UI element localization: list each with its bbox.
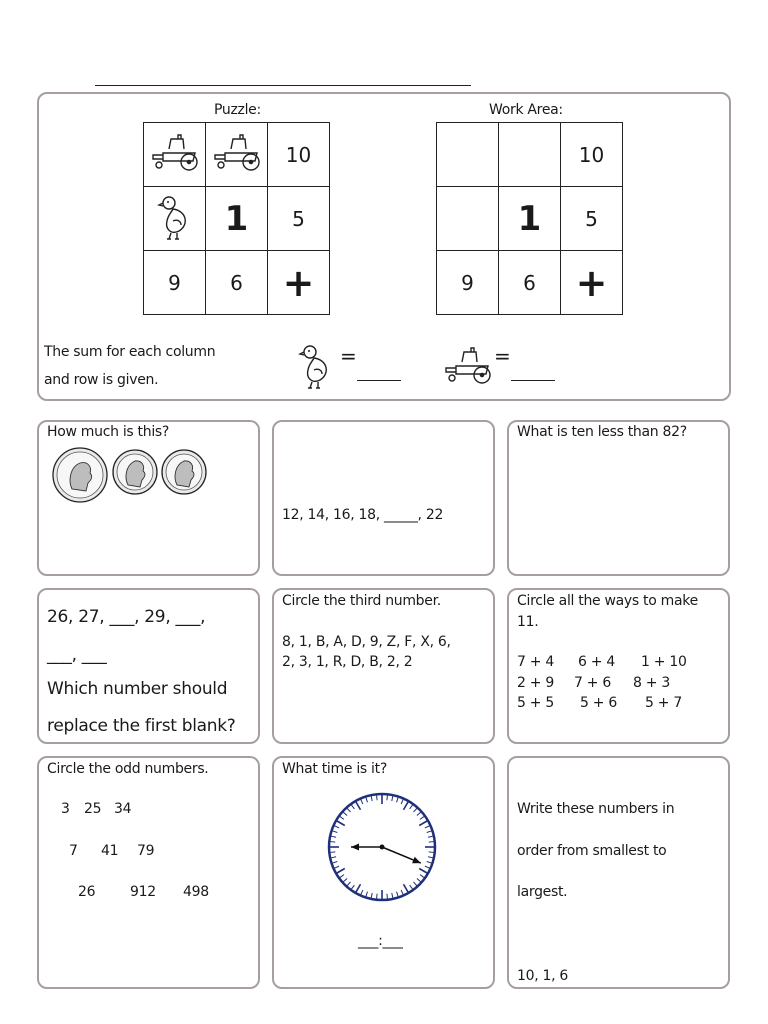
card-title: What is ten less than 82? xyxy=(517,424,687,440)
card-title: Circle the third number. xyxy=(282,593,441,609)
clock-tick xyxy=(387,894,388,899)
coins-image xyxy=(50,447,212,507)
order-line2: order from smallest to xyxy=(517,843,667,859)
puzzle-grid xyxy=(143,122,330,315)
grid-cell: 1 xyxy=(206,187,268,251)
clock-tick xyxy=(429,852,434,853)
card-title: Circle the odd numbers. xyxy=(47,761,209,777)
grid-cell[interactable] xyxy=(437,123,499,187)
sum-option[interactable]: 7 + 4 xyxy=(517,654,554,670)
grid-cell[interactable] xyxy=(437,187,499,251)
odd-numbers-card xyxy=(37,756,260,989)
number-option[interactable]: 41 xyxy=(101,843,119,859)
tractor-answer-blank[interactable] xyxy=(511,380,555,381)
order-line3: largest. xyxy=(517,884,568,900)
sum-option[interactable]: 8 + 3 xyxy=(633,675,670,691)
number-option[interactable]: 25 xyxy=(84,801,102,817)
name-line xyxy=(95,85,471,86)
grid-cell: 9 xyxy=(144,251,206,315)
number-option[interactable]: 3 xyxy=(61,801,70,817)
clock-tick xyxy=(429,842,434,843)
instruction-line2: and row is given. xyxy=(44,372,159,388)
ten-less-card xyxy=(507,420,730,576)
nickel-icon xyxy=(53,448,107,502)
letters-line1: 8, 1, B, A, D, 9, Z, F, X, 6, xyxy=(282,634,451,650)
order-numbers: 10, 1, 6 xyxy=(517,968,569,984)
sequence-text: 12, 14, 16, 18, _____, 22 xyxy=(282,507,444,523)
sequence-line2: ___, ___ xyxy=(47,645,107,665)
tractor-icon xyxy=(206,123,268,187)
question-line2: replace the first blank? xyxy=(47,716,236,736)
clock-face xyxy=(326,791,438,903)
number-option[interactable]: 26 xyxy=(78,884,96,900)
plus-sign: + xyxy=(561,251,623,315)
work-grid xyxy=(436,122,623,315)
chick-icon xyxy=(298,340,334,394)
sum-option[interactable]: 7 + 6 xyxy=(574,675,611,691)
grid-cell: 6 xyxy=(206,251,268,315)
work-area-label: Work Area: xyxy=(489,102,563,118)
sum-option[interactable]: 1 + 10 xyxy=(641,654,687,670)
dime-icon xyxy=(162,450,206,494)
card-title-2: 11. xyxy=(517,614,539,630)
grid-cell: 6 xyxy=(499,251,561,315)
plus-sign: + xyxy=(268,251,330,315)
number-option[interactable]: 7 xyxy=(69,843,78,859)
sequence-card xyxy=(272,420,495,576)
grid-cell: 5 xyxy=(561,187,623,251)
sum-option[interactable]: 5 + 6 xyxy=(580,695,617,711)
sum-option[interactable]: 5 + 5 xyxy=(517,695,554,711)
clock-tick xyxy=(387,795,388,800)
instruction-line1: The sum for each column xyxy=(44,344,216,360)
letters-line2: 2, 3, 1, R, D, B, 2, 2 xyxy=(282,654,413,670)
grid-cell: 9 xyxy=(437,251,499,315)
sequence-line1: 26, 27, ___, 29, ___, xyxy=(47,607,206,627)
number-option[interactable]: 79 xyxy=(137,843,155,859)
number-option[interactable]: 34 xyxy=(114,801,132,817)
chick-icon xyxy=(144,187,206,251)
grid-cell: 10 xyxy=(561,123,623,187)
clock-tick xyxy=(330,852,335,853)
dime-icon xyxy=(113,450,157,494)
question-line1: Which number should xyxy=(47,679,228,699)
card-title: How much is this? xyxy=(47,424,170,440)
chick-answer-blank[interactable] xyxy=(357,380,401,381)
sum-option[interactable]: 2 + 9 xyxy=(517,675,554,691)
card-title: What time is it? xyxy=(282,761,387,777)
number-option[interactable]: 498 xyxy=(183,884,209,900)
grid-cell: 10 xyxy=(268,123,330,187)
sum-option[interactable]: 5 + 7 xyxy=(645,695,682,711)
tractor-icon xyxy=(144,123,206,187)
order-line1: Write these numbers in xyxy=(517,801,675,817)
clock-tick xyxy=(330,842,335,843)
grid-cell[interactable] xyxy=(499,123,561,187)
time-answer[interactable]: ___:___ xyxy=(358,933,403,949)
clock-tick xyxy=(377,795,378,800)
number-option[interactable]: 912 xyxy=(130,884,156,900)
card-title: Circle all the ways to make xyxy=(517,593,698,609)
equals-sign: = xyxy=(340,344,357,368)
clock-tick xyxy=(377,894,378,899)
grid-cell: 1 xyxy=(499,187,561,251)
grid-cell: 5 xyxy=(268,187,330,251)
tractor-icon xyxy=(442,344,494,390)
order-card xyxy=(507,756,730,989)
sum-option[interactable]: 6 + 4 xyxy=(578,654,615,670)
puzzle-label: Puzzle: xyxy=(214,102,261,118)
equals-sign: = xyxy=(494,344,511,368)
